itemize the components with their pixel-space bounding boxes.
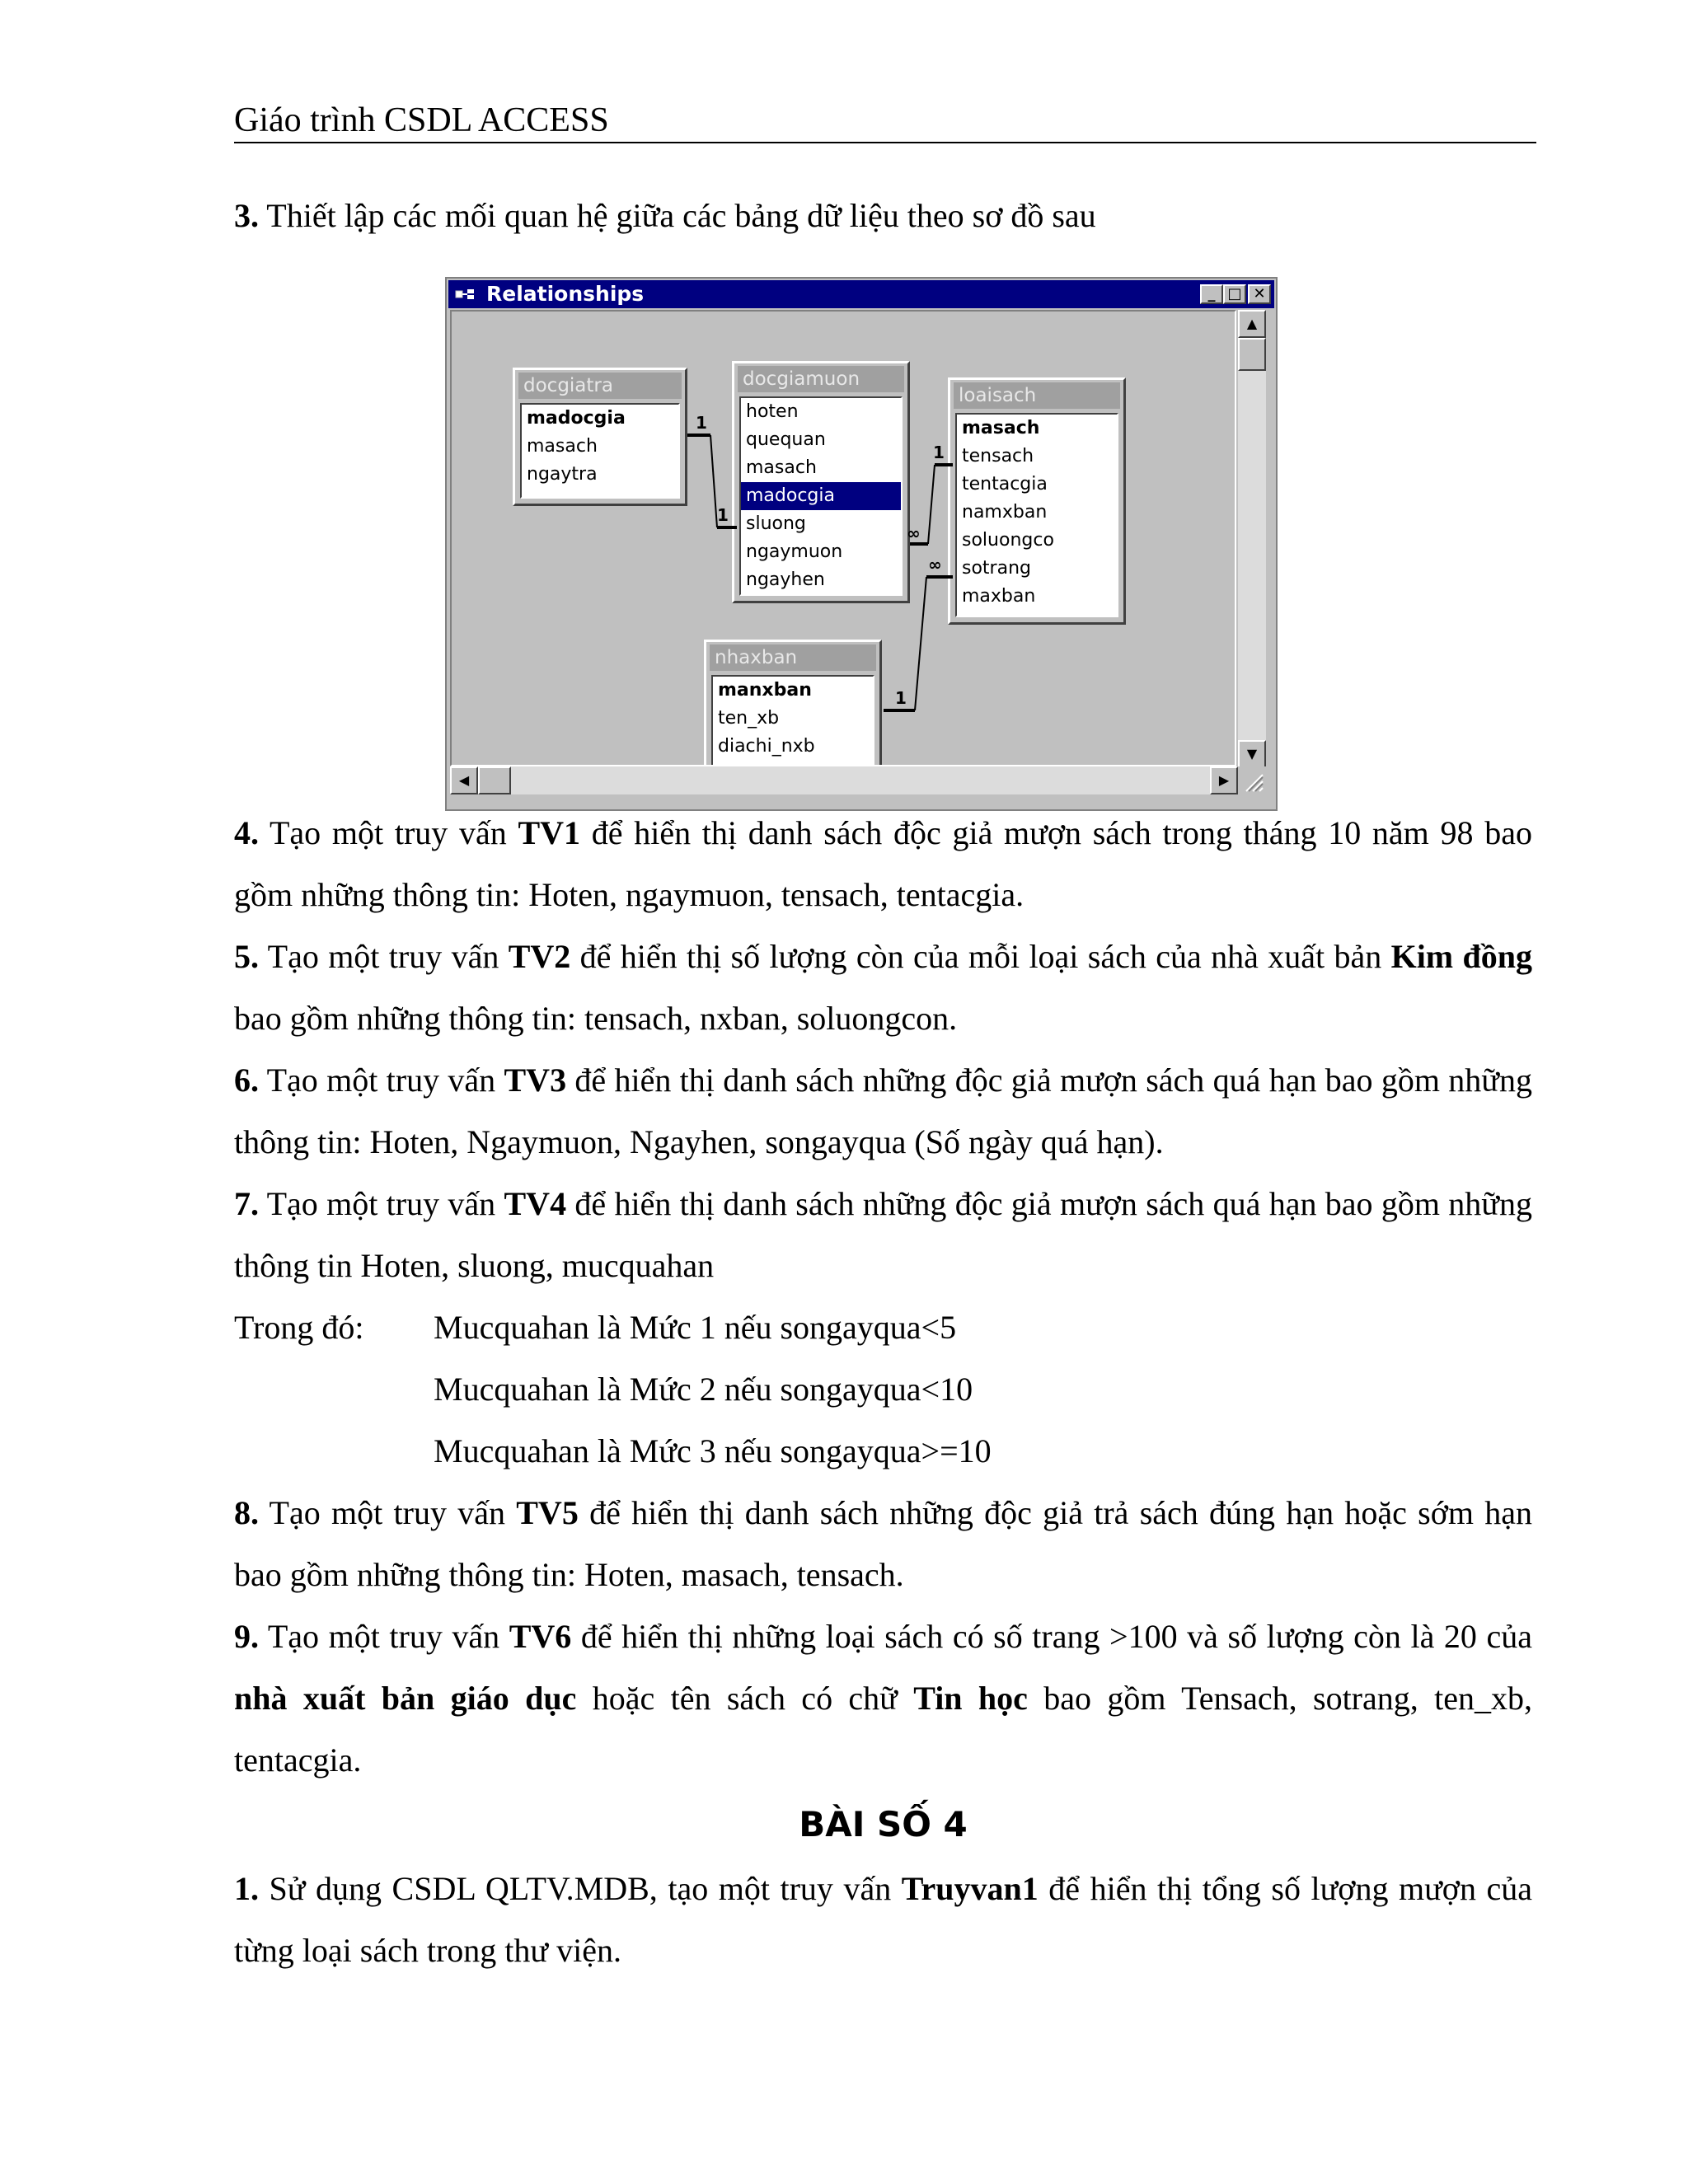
item-text: để hiển thị những loại sách có số trang >100 và số lượng còn là 20 của	[571, 1618, 1532, 1655]
query-name: TV6	[509, 1618, 572, 1655]
field-item[interactable]: sluong	[746, 513, 806, 534]
item-number: 4.	[234, 814, 259, 851]
resize-grip-icon[interactable]	[1238, 766, 1266, 794]
b4-item-1	[234, 1858, 1532, 1981]
item-4	[234, 802, 1532, 926]
header-rule	[234, 142, 1536, 143]
scroll-right-button[interactable]	[1210, 766, 1238, 794]
item-text: Thiết lập các mối quan hệ giữa các bảng dữ liệu theo sơ đồ sau	[259, 197, 1096, 234]
item-number: 3.	[234, 197, 259, 234]
field-item[interactable]: manxban	[718, 680, 812, 701]
field-item[interactable]: quequan	[746, 429, 826, 450]
maximize-button[interactable]	[1223, 284, 1246, 304]
item-text: Tạo một truy vấn	[259, 814, 518, 851]
cardinality-one: 1	[933, 443, 945, 462]
scroll-left-button[interactable]	[450, 766, 478, 794]
query-name: TV4	[504, 1185, 567, 1222]
field-item[interactable]: maxban	[962, 586, 1036, 607]
maximize-icon: □	[1227, 285, 1242, 302]
query-name: TV3	[504, 1062, 567, 1099]
field-item[interactable]: namxban	[962, 502, 1048, 523]
arrow-down-icon: ▼	[1246, 746, 1258, 762]
field-item[interactable]: soluongco	[962, 530, 1054, 551]
vertical-scroll-thumb[interactable]	[1238, 338, 1266, 371]
item-text: để hiển thị danh sách những độc giả mượn sách quá hạn bao gồm những thông tin Hoten, sluong, mucquahan	[234, 1185, 1532, 1284]
relationship-docgiatra-docgiamuon	[687, 435, 737, 527]
table-title[interactable]: loaisach	[954, 382, 1120, 409]
arrow-right-icon: ▶	[1218, 772, 1230, 788]
minimize-icon: _	[1207, 285, 1216, 302]
item-text: để hiển thị danh sách những độc giả mượn sách quá hạn bao gồm những thông tin: Hoten, Ngaymuon, Ngayhen, songayqua (Số ngày quá hạn).	[234, 1062, 1532, 1160]
item-number: 5.	[234, 938, 259, 975]
field-item[interactable]: hoten	[746, 401, 799, 422]
field-item[interactable]: tensach	[962, 446, 1034, 466]
cardinality-one: 1	[717, 505, 729, 525]
relationship-lines	[452, 312, 1235, 765]
table-title[interactable]: docgiatra	[518, 373, 682, 399]
item-number: 9.	[234, 1618, 259, 1655]
item-3	[234, 185, 1532, 246]
close-icon: ✕	[1253, 285, 1266, 302]
table-title[interactable]: nhaxban	[710, 644, 876, 671]
item-8	[234, 1482, 1532, 1605]
item-text: bao gồm những thông tin: tensach, nxban, soluongcon.	[234, 1000, 958, 1037]
item-number: 6.	[234, 1062, 259, 1099]
vertical-scrollbar[interactable]	[1238, 310, 1266, 768]
window-titlebar[interactable]	[448, 280, 1274, 308]
item-text: để hiển thị danh sách độc giả mượn sách trong tháng 10 năm 98 bao gồm những thông tin: Hoten, ngaymuon, tensach, tentacgia.	[234, 814, 1532, 913]
item-5	[234, 926, 1532, 1049]
condition-line: Mucquahan là Mức 2 nếu songayqua<10	[434, 1371, 973, 1408]
field-item[interactable]: ngaytra	[527, 464, 598, 485]
scroll-up-button[interactable]	[1238, 310, 1266, 338]
item-number: 8.	[234, 1494, 259, 1531]
close-button[interactable]	[1248, 284, 1271, 304]
field-item[interactable]: madocgia	[527, 408, 626, 429]
relationships-canvas[interactable]	[450, 310, 1236, 766]
relationships-window[interactable]	[445, 277, 1278, 811]
publisher-name: Kim đồng	[1390, 938, 1532, 975]
table-title[interactable]: docgiamuon	[738, 366, 904, 392]
keyword: Tin học	[913, 1680, 1028, 1717]
field-item[interactable]: tentacgia	[962, 474, 1048, 494]
minimize-button[interactable]	[1200, 284, 1223, 304]
condition-line: Mucquahan là Mức 3 nếu songayqua>=10	[434, 1432, 992, 1469]
item-text: Tạo một truy vấn	[259, 938, 509, 975]
query-name: TV2	[508, 938, 571, 975]
item-text: Tạo một truy vấn	[259, 1618, 509, 1655]
field-item[interactable]: masach	[527, 436, 598, 457]
cardinality-many: ∞	[907, 523, 921, 543]
query-name: TV1	[518, 814, 581, 851]
cardinality-one: 1	[895, 688, 907, 708]
item-text: để hiển thị số lượng còn của mỗi loại sách của nhà xuất bản	[570, 938, 1391, 975]
horizontal-scrollbar[interactable]	[450, 766, 1238, 794]
where-label: Trong đó:	[234, 1309, 364, 1346]
field-item[interactable]: masach	[962, 418, 1040, 438]
item-text: để hiển thị tổng số lượng mượn của từng loại sách trong thư viện.	[234, 1870, 1532, 1969]
arrow-left-icon: ◀	[458, 772, 470, 788]
arrow-up-icon: ▲	[1246, 316, 1258, 331]
field-item-selected[interactable]: madocgia	[741, 482, 901, 510]
query-name: TV5	[516, 1494, 579, 1531]
field-item[interactable]: masach	[746, 457, 817, 478]
item-text: Tạo một truy vấn	[259, 1062, 504, 1099]
item-number: 1.	[234, 1870, 259, 1907]
item-text: Sử dụng CSDL QLTV.MDB, tạo một truy vấn	[259, 1870, 902, 1907]
item-number: 7.	[234, 1185, 259, 1222]
relationships-icon	[455, 288, 481, 301]
condition-line: Mucquahan là Mức 1 nếu songayqua<5	[434, 1309, 957, 1346]
item-6	[234, 1049, 1532, 1173]
cardinality-one: 1	[696, 413, 707, 433]
cardinality-many: ∞	[928, 555, 942, 574]
item-text: để hiển thị danh sách những độc giả trả sách đúng hạn hoặc sớm hạn bao gồm những thông tin: Hoten, masach, tensach.	[234, 1494, 1532, 1593]
item-7	[234, 1173, 1532, 1296]
field-item[interactable]: ten_xb	[718, 708, 780, 729]
publisher-name: nhà xuất bản giáo dục	[234, 1680, 577, 1717]
item-text: bao gồm Tensach, sotrang, ten_xb, tentacgia.	[234, 1680, 1532, 1779]
page-header: Giáo trình CSDL ACCESS	[234, 101, 609, 139]
field-item[interactable]: ngayhen	[746, 569, 825, 590]
horizontal-scroll-thumb[interactable]	[478, 766, 511, 794]
window-title: Relationships	[486, 282, 645, 306]
item-9	[234, 1605, 1532, 1791]
field-item[interactable]: diachi_nxb	[718, 736, 815, 757]
field-item[interactable]: sotrang	[962, 558, 1031, 579]
section-title: BÀI SỐ 4	[799, 1804, 968, 1844]
item-text: Tạo một truy vấn	[259, 1185, 504, 1222]
relationship-loaisach-nhaxban	[884, 577, 953, 710]
item-text: Tạo một truy vấn	[259, 1494, 517, 1531]
scroll-down-button[interactable]	[1238, 740, 1266, 768]
field-item[interactable]: ngaymuon	[746, 541, 843, 562]
query-name: Truyvan1	[901, 1870, 1039, 1907]
item-text: hoặc tên sách có chữ	[576, 1680, 914, 1717]
